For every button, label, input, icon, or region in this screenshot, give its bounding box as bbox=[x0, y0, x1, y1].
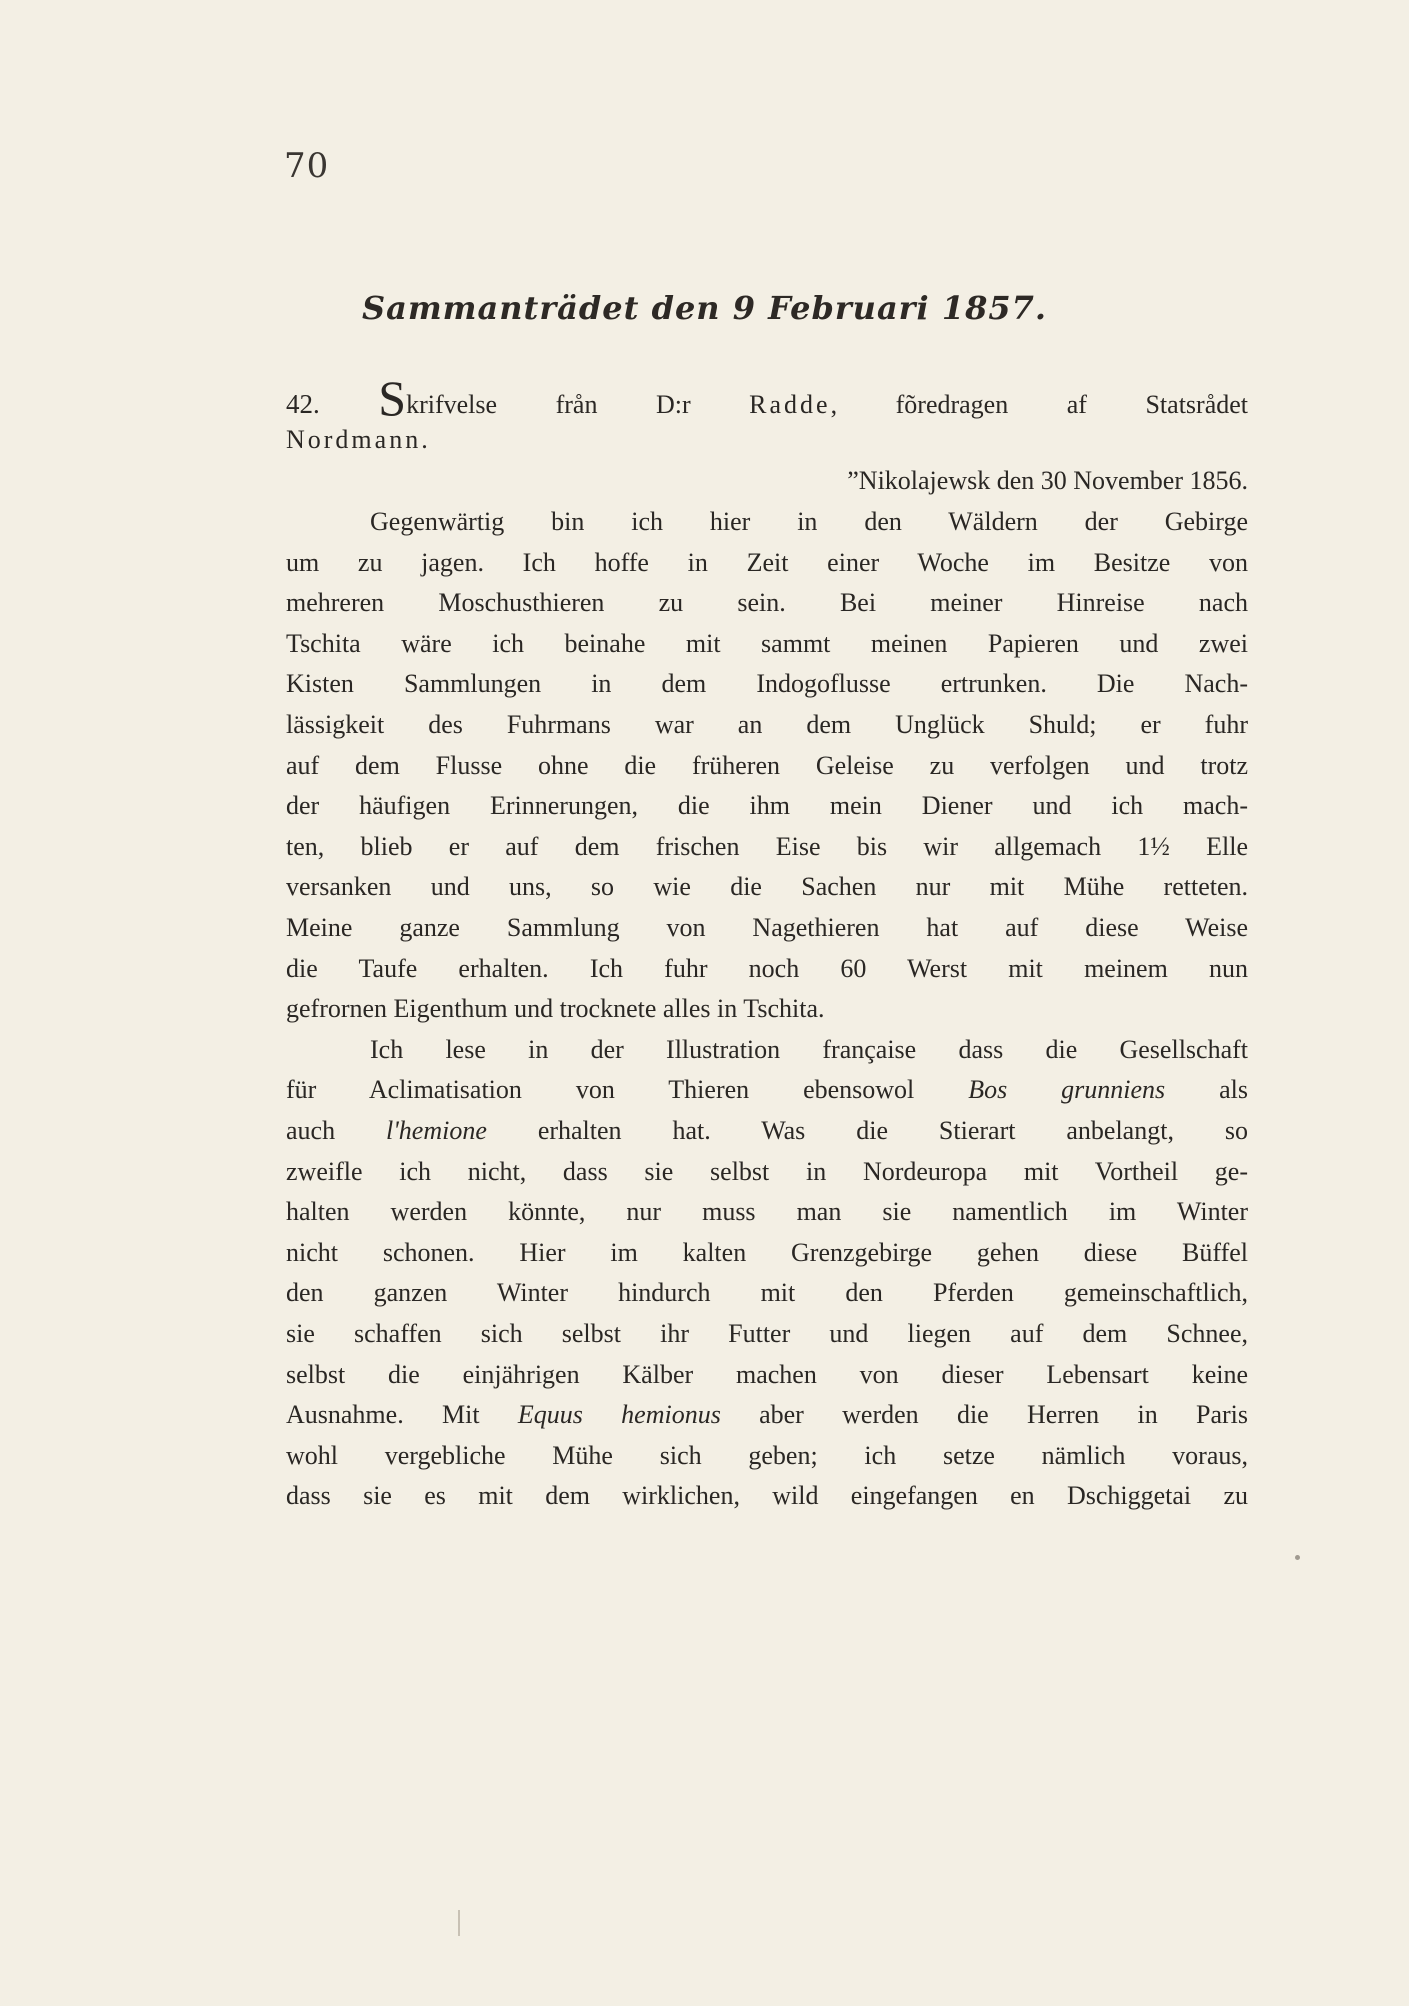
paper-speck bbox=[1295, 1555, 1300, 1560]
body-line: der häufigen Erinnerungen, die ihm mein Diener und ich mach- bbox=[286, 791, 1248, 820]
item-intro-line bbox=[286, 370, 1249, 426]
body-line: die Taufe erhalten. Ich fuhr noch 60 Werst mit meinem nun bbox=[286, 954, 1248, 983]
body-line: dass sie es mit dem wirklichen, wild eingefangen en Dschiggetai zu bbox=[286, 1481, 1248, 1510]
body-line: auf dem Flusse ohne die früheren Geleise zu verfolgen und trotz bbox=[286, 751, 1248, 780]
intro-text-a: krifvelse från D:r bbox=[406, 390, 750, 419]
body-line: lässigkeit des Fuhrmans war an dem Unglück Shuld; er fuhr bbox=[286, 710, 1248, 739]
line-text: aber werden die Herren in Paris bbox=[720, 1400, 1248, 1429]
body-line: den ganzen Winter hindurch mit den Pferden gemeinschaftlich, bbox=[286, 1278, 1248, 1307]
line-text: Ausnahme. Mit bbox=[286, 1400, 518, 1429]
body-line: nicht schonen. Hier im kalten Grenzgebirge gehen diese Büffel bbox=[286, 1238, 1248, 1267]
author-name: Radde bbox=[749, 390, 831, 419]
species-name: Bos grunniens bbox=[968, 1075, 1166, 1104]
body-line: sie schaffen sich selbst ihr Futter und liegen auf dem Schnee, bbox=[286, 1319, 1248, 1348]
species-name: Equus hemionus bbox=[517, 1400, 721, 1429]
body-line: gefrornen Eigenthum und trocknete alles in Tschita. bbox=[286, 994, 825, 1023]
line-text: auch bbox=[286, 1116, 387, 1145]
section-heading: Sammanträdet den 9 Februari 1857. bbox=[361, 289, 1048, 327]
body-line: halten werden könnte, nur muss man sie namentlich im Winter bbox=[286, 1197, 1248, 1226]
body-line-hemione bbox=[286, 1114, 1248, 1148]
body-line: ten, blieb er auf dem frischen Eise bis wir allgemach 1½ Elle bbox=[286, 832, 1248, 861]
body-line: zweifle ich nicht, dass sie selbst in Nordeuropa mit Vortheil ge- bbox=[286, 1157, 1248, 1186]
species-name: l'hemione bbox=[386, 1116, 487, 1145]
body-line: Meine ganze Sammlung von Nagethieren hat auf diese Weise bbox=[286, 913, 1248, 942]
paper-mark bbox=[458, 1910, 460, 1936]
letter-dateline: ”Nikolajewsk den 30 November 1856. bbox=[847, 466, 1248, 495]
body-line-equus bbox=[286, 1398, 1248, 1432]
line-text: für Aclimatisation von Thieren ebensowol bbox=[286, 1075, 969, 1104]
item-intro-line-2 bbox=[286, 423, 1248, 457]
intro-text-b: , fõredragen af Statsrådet bbox=[830, 390, 1249, 419]
body-line: um zu jagen. Ich hoffe in Zeit einer Woche im Besitze von bbox=[286, 548, 1248, 577]
body-line: wohl vergebliche Mühe sich geben; ich setze nämlich voraus, bbox=[286, 1441, 1248, 1470]
page-number: 70 bbox=[284, 146, 330, 186]
body-line: versanken und uns, so wie die Sachen nur mit Mühe retteten. bbox=[286, 872, 1248, 901]
item-number: 42. bbox=[286, 389, 320, 419]
body-line: selbst die einjährigen Kälber machen von dieser Lebensart keine bbox=[286, 1360, 1248, 1389]
body-line-bos bbox=[286, 1073, 1248, 1107]
body-line: Gegenwärtig bin ich hier in den Wäldern der Gebirge bbox=[370, 507, 1248, 536]
body-line: mehreren Moschusthieren zu sein. Bei meiner Hinreise nach bbox=[286, 588, 1248, 617]
drop-cap: S bbox=[378, 370, 407, 426]
line-text: erhalten hat. Was die Stierart anbelangt, so bbox=[486, 1116, 1248, 1145]
body-line: Ich lese in der Illustration française dass die Gesellschaft bbox=[370, 1035, 1248, 1064]
body-line: Kisten Sammlungen in dem Indogoflusse ertrunken. Die Nach- bbox=[286, 669, 1248, 698]
body-line: Tschita wäre ich beinahe mit sammt meinen Papieren und zwei bbox=[286, 629, 1248, 658]
line-text: als bbox=[1165, 1075, 1248, 1104]
presenter-name: Nordmann bbox=[286, 425, 422, 454]
intro-end: . bbox=[421, 425, 428, 454]
